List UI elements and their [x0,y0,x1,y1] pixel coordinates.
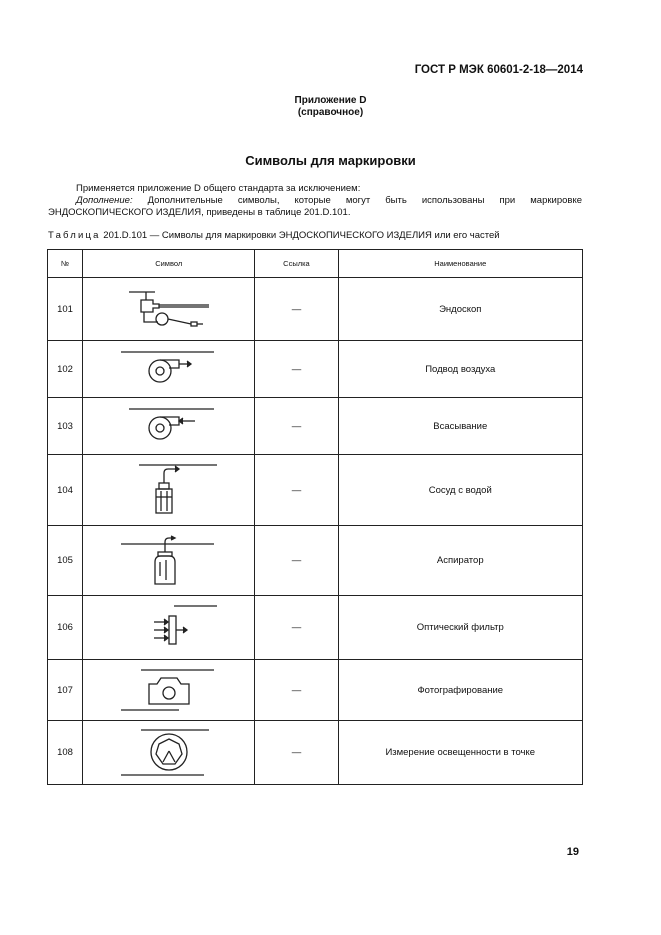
spot-light-meter-icon [119,727,219,779]
header-symbol: Символ [83,250,255,278]
row-reference: — [255,455,338,526]
row-name: Подвод воздуха [338,341,582,398]
row-name: Всасывание [338,398,582,455]
table-row [48,398,583,455]
row-symbol [83,526,255,596]
row-number: 104 [48,455,83,526]
addition-paragraph [48,195,582,207]
annex-type: (справочное) [297,107,364,118]
table-row [48,278,583,341]
table-row [48,526,583,596]
row-reference: — [255,526,338,596]
addition-text: Дополнительные символы, которые могут быть использованы при маркировке [132,195,582,206]
water-bottle-icon [119,461,219,519]
row-name: Эндоскоп [338,278,582,341]
suction-icon [119,406,219,446]
header-number: № [48,250,83,278]
row-symbol [83,455,255,526]
page-number: 19 [566,846,579,858]
table-caption-text: 201.D.101 — Символы для маркировки ЭНДОСКОПИЧЕСКОГО ИЗДЕЛИЯ или его частей [100,230,500,241]
row-number: 101 [48,278,83,341]
row-number: 102 [48,341,83,398]
table-caption-word: Таблица [48,230,101,241]
row-number: 108 [48,721,83,785]
addition-lead: Дополнение: [76,195,133,206]
row-name: Оптический фильтр [338,596,582,660]
row-reference: — [255,660,338,721]
row-name: Измерение освещенности в точке [338,721,582,785]
table-header-row [48,250,583,278]
section-title: Символы для маркировки [245,153,416,168]
row-name: Сосуд с водой [338,455,582,526]
camera-icon [119,666,219,714]
row-symbol [83,721,255,785]
row-symbol [83,341,255,398]
row-number: 107 [48,660,83,721]
row-number: 106 [48,596,83,660]
table-row [48,721,583,785]
row-symbol [83,660,255,721]
intro-paragraph: Применяется приложение D общего стандарта за исключением: [76,183,361,194]
row-name: Аспиратор [338,526,582,596]
addition-paragraph-continuation: ЭНДОСКОПИЧЕСКОГО ИЗДЕЛИЯ, приведены в таблице 201.D.101. [48,207,351,218]
optical-filter-icon [119,602,219,654]
row-reference: — [255,278,338,341]
row-reference: — [255,721,338,785]
row-symbol [83,596,255,660]
table-row [48,341,583,398]
row-number: 105 [48,526,83,596]
annex-name: Приложение D [294,95,367,106]
table-row [48,455,583,526]
annex-heading [0,95,661,119]
row-reference: — [255,398,338,455]
row-symbol [83,278,255,341]
header-reference: Ссылка [255,250,338,278]
row-symbol [83,398,255,455]
table-caption [48,230,500,241]
document-code: ГОСТ Р МЭК 60601-2-18—2014 [414,64,583,76]
header-name: Наименование [338,250,582,278]
symbols-table [47,249,583,785]
row-number: 103 [48,398,83,455]
table-row [48,660,583,721]
row-name: Фотографирование [338,660,582,721]
air-supply-icon [119,349,219,389]
row-reference: — [255,596,338,660]
table-row [48,596,583,660]
row-reference: — [255,341,338,398]
aspirator-icon [119,532,219,590]
endoscope-icon [119,286,219,332]
